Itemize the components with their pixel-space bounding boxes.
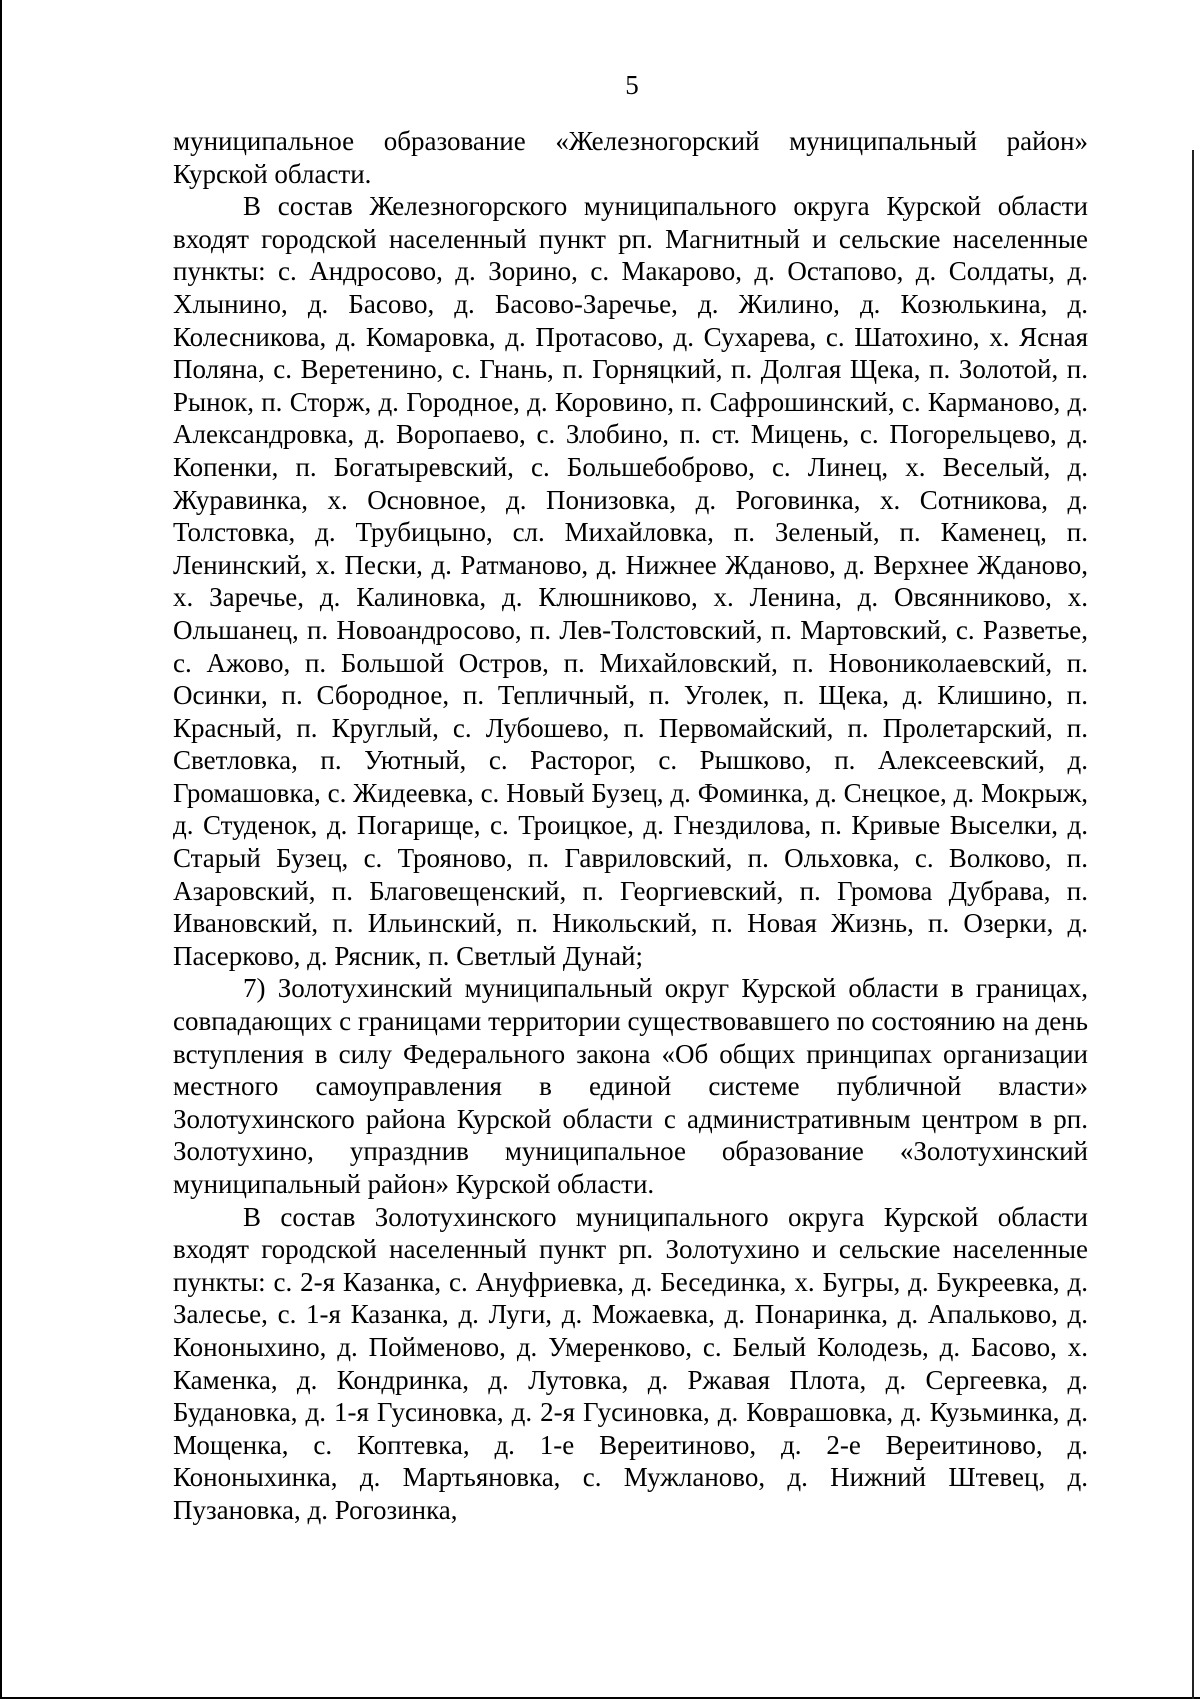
document-body: [173, 125, 1088, 1527]
paragraph-zolotukhino-district: 7) Золотухинский муниципальный округ Курской области в границах, совпадающих с границами территории существовавшего по состоянию на день вступления в силу Федерального закона «Об общих принципах организации местного самоуправления в единой системе публичной власти» Золотухинского района Курской области с административным центром в рп. Золотухино, упразднив муниципальное образование «Золотухинский муниципальный район» Курской области.: [173, 973, 1088, 1199]
paragraph-zolotukhino-settlements: В состав Золотухинского муниципального округа Курской области входят городской населенный пункт рп. Золотухино и сельские населенные пункты: с. 2-я Казанка, с. Ануфриевка, д. Бесединка, х. Бугры, д. Букреевка, д. Залесье, с. 1-я Казанка, д. Луги, д. Можаевка, д. Понаринка, д. Апальково, д. Кононыхино, д. Пойменово, д. Умеренково, с. Белый Колодезь, д. Басово, х. Каменка, д. Кондринка, д. Лутовка, д. Ржавая Плота, д. Сергеевка, д. Будановка, д. 1-я Гусиновка, д. 2-я Гусиновка, д. Коврашовка, д. Кузьминка, д. Мощенка, с. Коптевка, д. 1-е Вереитиново, д. 2-е Вереитиново, д. Кононыхинка, д. Мартьяновка, с. Мужланово, д. Нижний Штевец, д. Пузановка, д. Рогозинка,: [173, 1201, 1088, 1525]
page-edge-line: [1192, 150, 1194, 1699]
paragraph-municipal-formation-end: муниципальное образование «Железногорский муниципальный район» Курской области.: [173, 126, 1088, 189]
page-number: 5: [625, 70, 639, 100]
paragraph-zheleznogorsk-settlements: В состав Железногорского муниципального округа Курской области входят городской населенный пункт рп. Магнитный и сельские населенные пункты: с. Андросово, д. Зорино, с. Макарово, д. Остапово, д. Солдаты, д. Хлынино, д. Басово, д. Басово-Заречье, д. Жилино, д. Козюлькина, д. Колесникова, д. Комаровка, д. Протасово, д. Сухарева, с. Шатохино, х. Ясная Поляна, с. Веретенино, с. Гнань, п. Горняцкий, п. Долгая Щека, п. Золотой, п. Рынок, п. Сторж, д. Городное, д. Коровино, п. Сафрошинский, с. Карманово, д. Александровка, д. Воропаево, с. Злобино, п. ст. Мицень, с. Погорельцево, д. Копенки, п. Богатыревский, с. Большебоброво, с. Линец, х. Веселый, д. Журавинка, х. Основное, д. Понизовка, д. Роговинка, х. Сотникова, д. Толстовка, д. Трубицыно, сл. Михайловка, п. Зеленый, п. Каменец, п. Ленинский, х. Пески, д. Ратманово, д. Нижнее Жданово, д. Верхнее Жданово, х. Заречье, д. Калиновка, д. Клюшниково, х. Ленина, д. Овсянниково, х. Ольшанец, п. Новоандросово, п. Лев-Толстовский, п. Мартовский, с. Разветье, с. Ажово, п. Большой Остров, п. Михайловский, п. Новониколаевский, п. Осинки, п. Сбородное, п. Тепличный, п. Уголек, п. Щека, д. Клишино, п. Красный, п. Круглый, с. Лубошево, п. Первомайский, п. Пролетарский, п. Светловка, п. Уютный, с. Расторог, с. Рышково, п. Алексеевский, д. Громашовка, с. Жидеевка, с. Новый Бузец, д. Фоминка, д. Снецкое, д. Мокрыж, д. Студенок, д. Погарище, с. Троицкое, д. Гнездилова, п. Кривые Выселки, д. Старый Бузец, с. Трояново, п. Гавриловский, п. Ольховка, с. Волково, п. Азаровский, п. Благовещенский, п. Георгиевский, п. Громова Дубрава, п. Ивановский, п. Ильинский, п. Никольский, п. Новая Жизнь, п. Озерки, д. Пасерково, д. Рясник, п. Светлый Дунай;: [173, 191, 1088, 971]
